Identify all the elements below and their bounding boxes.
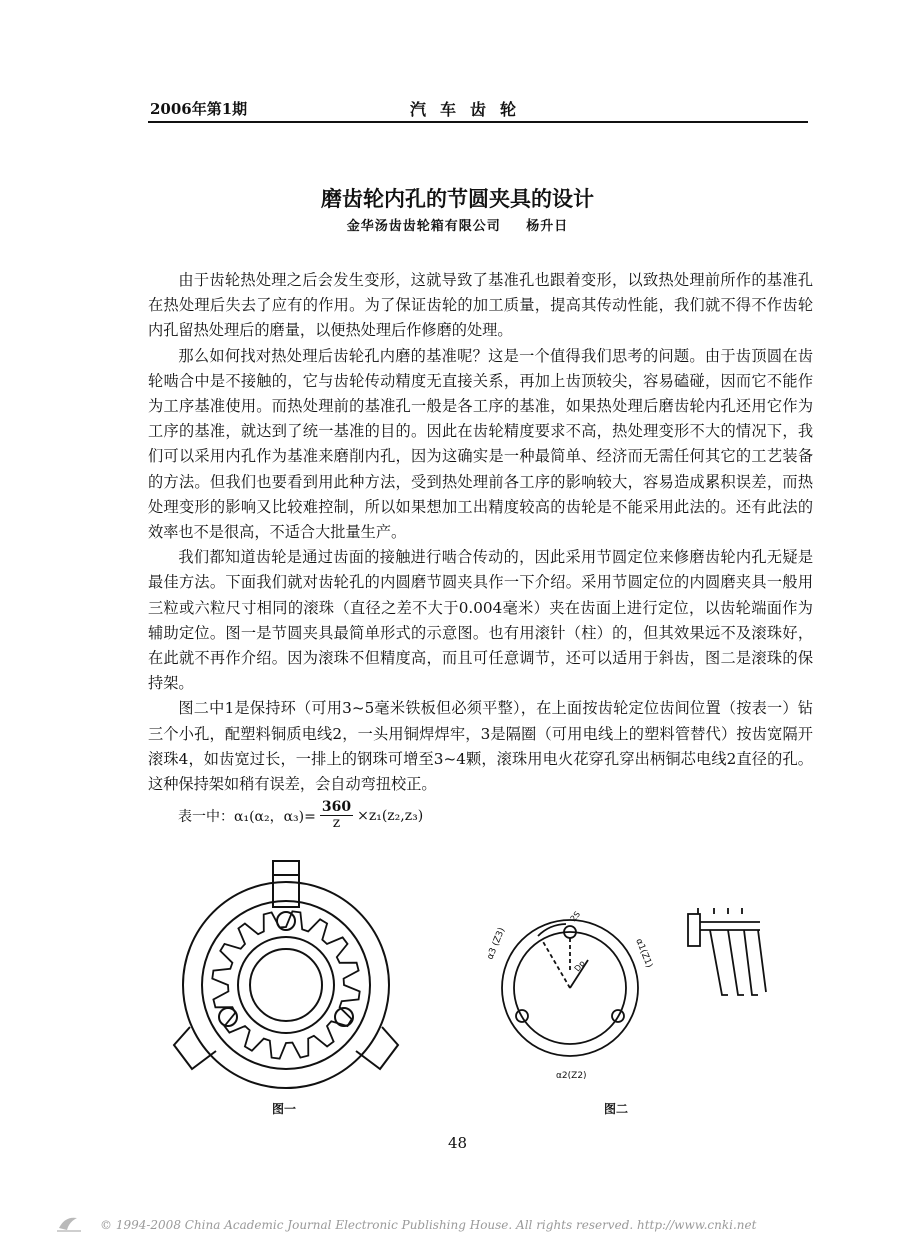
page-number: 48: [447, 1134, 468, 1152]
formula-prefix: 表一中：α₁(α₂，α₃)=: [178, 808, 316, 825]
author-name: 杨升日: [526, 219, 569, 234]
company-name: 金华汤齿齿轮箱有限公司: [346, 219, 501, 234]
paragraph-3: 我们都知道齿轮是通过齿面的接触进行啮合传动的，因此采用节圆定位来修磨齿轮内孔无疑是最佳方法。下面我们就对齿轮孔的内圆磨节圆夹具作一下介绍。采用节圆定位的内圆磨夹具一般用三粒或六粒尺寸相同的滚珠（直径之差不大于0.004毫米）夹在齿面上进行定位，以齿轮端面作为辅助定位。图一是节圆夹具最简单形式的示意图。也有用滚针（柱）的，但其效果远不及滚珠好，在此就不再作介绍。因为滚珠不但精度高，而且可任意调节，还可以适用于斜齿，图二是滚珠的保持架。: [148, 548, 813, 693]
label-a1: α1(Z1): [633, 937, 654, 970]
copyright-footer: © 1994-2008 China Academic Journal Electronic Publishing House. All rights reserved. http://www.cnki.net: [100, 1218, 757, 1232]
formula-fraction: [320, 800, 353, 831]
article-title: 磨齿轮内孔的节圆夹具的设计: [321, 186, 594, 211]
figure-1-caption: 图一: [272, 1102, 297, 1116]
issue-label: 2006年第1期: [150, 100, 248, 118]
paragraph-4: 图二中1是保持环（可用3~5毫米铁板但必须平整），在上面按齿轮定位齿间位置（按表一）钻三个小孔，配塑料铜质电线2，一头用铜焊焊牢，3是隔圈（可用电线上的塑料管替代）按齿宽隔开滚珠4，如齿宽过长，一排上的钢珠可增至3~4颗，滚珠用电火花穿孔穿出柄铜芯电线2直径的孔。这种保持架如稍有误差，会自动弯扭校正。: [148, 699, 813, 794]
byline: [0, 215, 915, 234]
paragraph-2: 那么如何找对热处理后齿轮孔内磨的基准呢？这是一个值得我们思考的问题。由于齿顶圆在齿轮啮合中是不接触的，它与齿轮传动精度无直接关系，再加上齿顶较尖，容易磕碰，因而它不能作为工序基准使用。而热处理前的基准孔一般是各工序的基准，如果热处理后磨齿轮内孔还用它作为工序的基准，就达到了统一基准的目的。因此在齿轮精度要求不高，热处理变形不大的情况下，我们可以采用内孔作为基准来磨削内孔，因为这确实是一种最简单、经济而无需任何其它的工艺装备的方法。但我们也要看到用此种方法，受到热处理前各工序的影响较大，容易造成累积误差，而热处理变形的影响又比较难控制，所以如果想加工出精度较高的齿轮是不能采用此法的。还有此法的效率也不是很高，不适合大批量生产。: [148, 346, 813, 542]
paragraph-1: 由于齿轮热处理之后会发生变形，这就导致了基准孔也跟着变形，以致热处理前所作的基准孔在热处理后失去了应有的作用。为了保证齿轮的加工质量，提高其传动性能，我们就不得不作齿轮内孔留热处理后的磨量，以便热处理后作修磨的处理。: [148, 271, 813, 340]
angle-formula: [178, 800, 423, 831]
label-2s: 2S: [568, 909, 583, 924]
journal-name: 汽车齿轮: [410, 100, 531, 119]
figure-2-caption: 图二: [604, 1102, 629, 1116]
formula-suffix: ×z₁(z₂,z₃): [357, 807, 424, 824]
label-a2: α2(Z2): [556, 1071, 587, 1081]
article-body: [148, 268, 813, 797]
figure-2-retainer-drawing: [470, 900, 790, 1090]
figure-1-fixture-drawing: [170, 855, 400, 1095]
formula-denominator: z: [332, 815, 341, 831]
header-rule: [148, 121, 808, 123]
label-dp: Dp: [572, 958, 587, 974]
cnki-logo-icon: [55, 1212, 83, 1234]
label-a3: α3 (Z3): [485, 926, 508, 962]
formula-numerator: 360: [321, 799, 352, 815]
